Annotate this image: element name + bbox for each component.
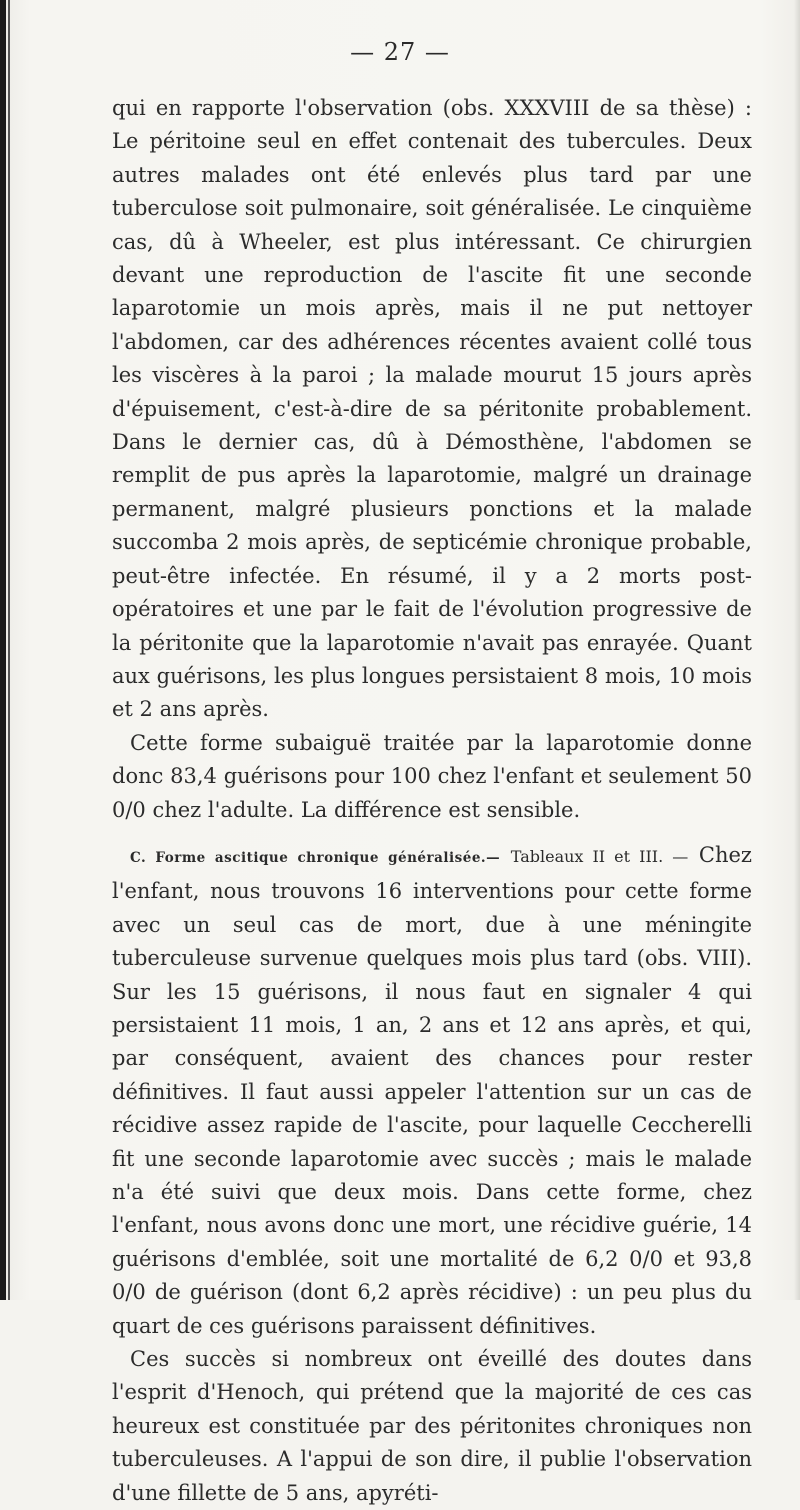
body-text (112, 92, 752, 1510)
section-heading: C. Forme ascitique chronique généralisée.— (130, 849, 501, 866)
binding-edge (0, 0, 6, 1300)
paragraph-1: qui en rapporte l'observation (obs. XXXVIII de sa thèse) : Le péritoine seul en effet contenait des tubercules. Deux autres malades ont été enlevés plus tard par une tuberculose soit pulmonaire, soit généralisée. Le cinquième cas, dû à Wheeler, est plus intéressant. Ce chirurgien devant une reproduction de l'ascite fit une seconde laparotomie un mois après, mais il ne put nettoyer l'abdomen, car des adhérences récentes avaient collé tous les viscères à la paroi ; la malade mourut 15 jours après d'épuisement, c'est-à-dire de sa péritonite probablement. Dans le dernier cas, dû à Démosthène, l'abdomen se remplit de pus après la laparotomie, malgré un drainage permanent, malgré plusieurs ponctions et la malade succomba 2 mois après, de septicémie chronique probable, peut-être infectée. En résumé, il y a 2 morts post-opératoires et une par le fait de l'évolution progressive de la péritonite que la laparotomie n'avait pas enrayée. Quant aux guérisons, les plus longues persistaient 8 mois, 10 mois et 2 ans après. (112, 96, 752, 722)
binding-line (8, 0, 10, 1300)
paragraph-3-body: Chez l'enfant, nous trouvons 16 interventions pour cette forme avec un seul cas de mort, due à une méningite tuberculeuse survenue quelques mois plus tard (obs. VIII). Sur les 15 guérisons, il nous faut en signaler 4 qui persistaient 11 mois, 1 an, 2 ans et 12 ans après, et qui, par conséquent, avaient des chances pour rester définitives. Il faut aussi appeler l'attention sur un cas de récidive assez rapide de l'ascite, pour laquelle Ceccherelli fit une seconde laparotomie avec succès ; mais le malade n'a été suivi que deux mois. Dans cette forme, chez l'enfant, nous avons donc une mort, une récidive guérie, 14 guérisons d'emblée, soit une mortalité de 6,2 0/0 et 93,8 0/0 de guérison (dont 6,2 après récidive) : un peu plus du quart de ces guérisons paraissent définitives. (112, 842, 752, 1338)
page-number: — 27 — (350, 38, 450, 66)
page-edge-shadow (794, 0, 800, 1300)
tables-reference: Tableaux II et III. — (510, 846, 689, 866)
paragraph-2: Cette forme subaiguë traitée par la laparotomie donne donc 83,4 guérisons pour 100 chez l'enfant et seulement 50 0/0 chez l'adulte. La différence est sensible. (112, 730, 752, 822)
paragraph-3 (112, 839, 752, 1343)
paragraph-4: Ces succès si nombreux ont éveillé des doutes dans l'esprit d'Henoch, qui prétend que la majorité de ces cas heureux est constituée par des péritonites chroniques non tuberculeuses. A l'appui de son dire, il publie l'observation d'une fillette de 5 ans, apyréti- (112, 1347, 752, 1505)
